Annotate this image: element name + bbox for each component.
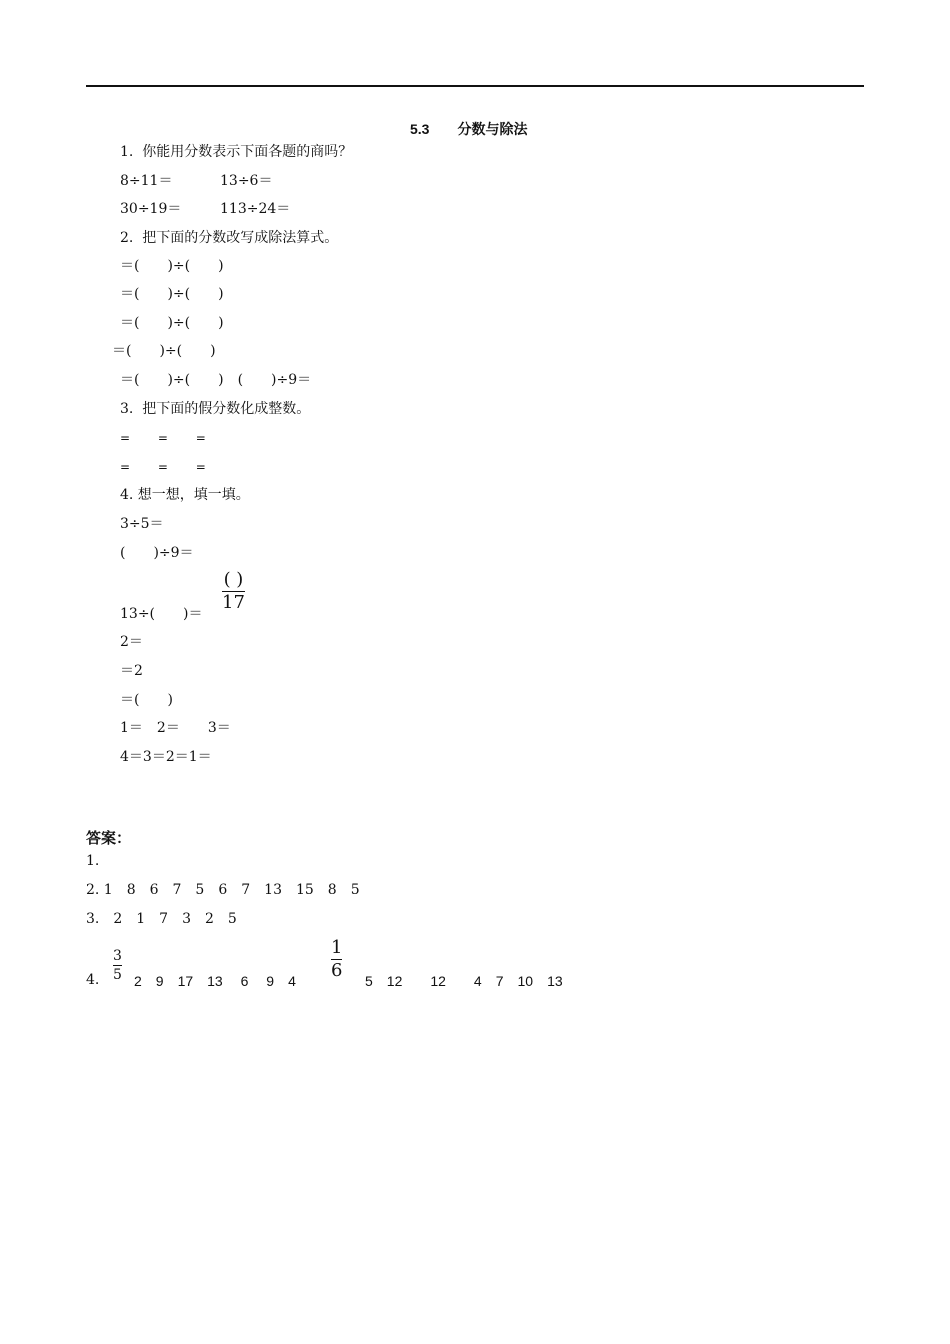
fraction-denominator: 6 (331, 960, 343, 981)
answer-4-label: 4. (86, 972, 100, 988)
q1-item: 13÷6＝ (220, 173, 273, 189)
fraction-denominator: 5 (113, 967, 122, 983)
q4-item: ( )÷9＝ (120, 545, 194, 561)
q2-item: ＝( )÷( ) (120, 286, 224, 302)
answer-fraction (331, 938, 342, 981)
question-3: 3. 把下面的假分数化成整数。 (120, 401, 311, 417)
fraction-bar (113, 965, 122, 966)
header-rule (86, 85, 864, 87)
q4-item: ＝( ) (120, 692, 173, 708)
fraction-numerator: ( ) (223, 569, 244, 590)
q1-item: 30÷19＝ (120, 201, 182, 217)
fraction-denominator: 17 (222, 592, 245, 613)
q2-item: ＝( )÷( ) ( )÷9＝ (120, 372, 312, 388)
answer-2: 2. 1 8 6 7 5 6 7 13 15 8 5 (86, 882, 360, 898)
q4-item: 3÷5＝ (120, 516, 164, 532)
q4-item: 4＝3＝2＝1＝ (120, 749, 212, 765)
q4-item: ＝2 (120, 663, 143, 679)
q4-item: 13÷( )＝ (120, 606, 203, 622)
fraction-numerator: 3 (113, 948, 122, 964)
answer-4-values: 2 9 17 13 6 9 4 (134, 973, 296, 989)
question-2: 2. 把下面的分数改写成除法算式。 (120, 230, 339, 246)
q4-item: 1＝ 2＝ 3＝ (120, 720, 231, 736)
question-1: 1. 你能用分数表示下面各题的商吗？ (120, 144, 353, 160)
q2-item: ＝( )÷( ) (120, 315, 224, 331)
q4-fraction (222, 570, 245, 613)
q1-item: 113÷24＝ (220, 201, 291, 217)
q3-item: = = = (120, 431, 206, 445)
answer-4-values-tail: 5 12 12 4 7 10 13 (365, 973, 563, 989)
q1-item: 8÷11＝ (120, 173, 173, 189)
question-4: 4. 想一想，填一填。 (120, 487, 250, 503)
answer-3: 3. 2 1 7 3 2 5 (86, 911, 237, 927)
fraction-numerator: 1 (331, 937, 343, 958)
answer-1: 1. (86, 853, 100, 869)
q2-item: ＝( )÷( ) (112, 343, 216, 359)
answers-heading: 答案： (86, 830, 132, 847)
answer-fraction (113, 948, 122, 983)
q3-item: = = = (120, 460, 206, 474)
page-title: 5.3 分数与除法 (410, 121, 528, 137)
q4-item: 2＝ (120, 634, 143, 650)
q2-item: ＝( )÷( ) (120, 258, 224, 274)
